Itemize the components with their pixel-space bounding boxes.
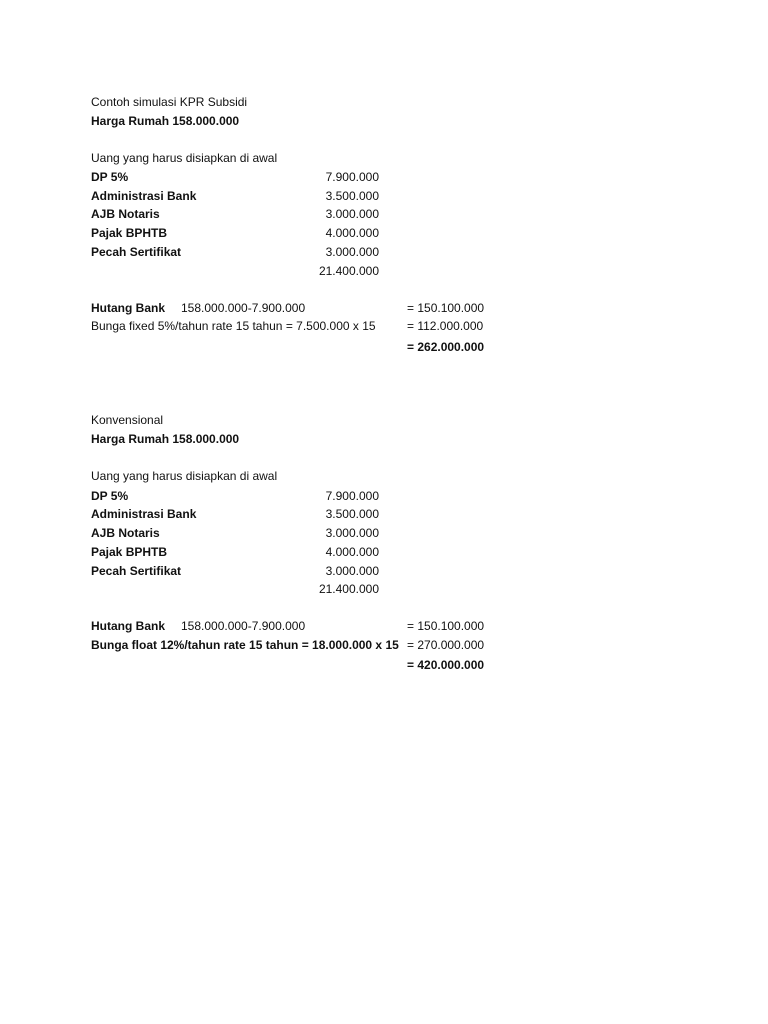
item-label-admin: Administrasi Bank xyxy=(91,189,197,203)
item-label-pecah: Pecah Sertifikat xyxy=(91,245,182,259)
item-label-dp: DP 5% xyxy=(91,170,129,184)
upfront-heading: Uang yang harus disiapkan di awal xyxy=(91,151,278,165)
subtotal-amount: 21.400.000 xyxy=(318,264,379,278)
item-amount-admin: 3.500.000 xyxy=(325,507,379,521)
item-label-pajak: Pajak BPHTB xyxy=(91,226,168,240)
hutang-result: = 150.100.000 xyxy=(407,301,485,315)
bunga-text: Bunga float 12%/tahun rate 15 tahun = 18.000.000 x 15 xyxy=(91,638,399,652)
hutang-calc: 158.000.000-7.900.000 xyxy=(181,301,306,315)
item-label-ajb: AJB Notaris xyxy=(91,526,160,540)
hutang-label: Hutang Bank xyxy=(91,619,166,633)
hutang-label: Hutang Bank xyxy=(91,301,166,315)
total-result: = 262.000.000 xyxy=(407,340,485,354)
bunga-text: Bunga fixed 5%/tahun rate 15 tahun = 7.500.000 x 15 xyxy=(91,319,376,333)
item-amount-ajb: 3.000.000 xyxy=(325,526,379,540)
house-price: Harga Rumah 158.000.000 xyxy=(91,114,240,128)
item-amount-pecah: 3.000.000 xyxy=(325,245,379,259)
item-amount-pajak: 4.000.000 xyxy=(325,226,379,240)
item-label-pecah: Pecah Sertifikat xyxy=(91,564,182,578)
section-title: Contoh simulasi KPR Subsidi xyxy=(91,95,248,109)
hutang-result: = 150.100.000 xyxy=(407,619,485,633)
item-label-pajak: Pajak BPHTB xyxy=(91,545,168,559)
section-title: Konvensional xyxy=(91,413,164,427)
hutang-calc: 158.000.000-7.900.000 xyxy=(181,619,306,633)
subtotal-amount: 21.400.000 xyxy=(318,582,379,596)
item-label-admin: Administrasi Bank xyxy=(91,507,197,521)
item-label-ajb: AJB Notaris xyxy=(91,207,160,221)
upfront-heading: Uang yang harus disiapkan di awal xyxy=(91,469,278,483)
house-price: Harga Rumah 158.000.000 xyxy=(91,432,240,446)
item-label-dp: DP 5% xyxy=(91,489,129,503)
item-amount-admin: 3.500.000 xyxy=(325,189,379,203)
item-amount-dp: 7.900.000 xyxy=(325,170,379,184)
bunga-result: = 270.000.000 xyxy=(407,638,485,652)
item-amount-pecah: 3.000.000 xyxy=(325,564,379,578)
total-result: = 420.000.000 xyxy=(407,658,485,672)
item-amount-pajak: 4.000.000 xyxy=(325,545,379,559)
item-amount-ajb: 3.000.000 xyxy=(325,207,379,221)
item-amount-dp: 7.900.000 xyxy=(325,489,379,503)
bunga-result: = 112.000.000 xyxy=(407,319,484,333)
